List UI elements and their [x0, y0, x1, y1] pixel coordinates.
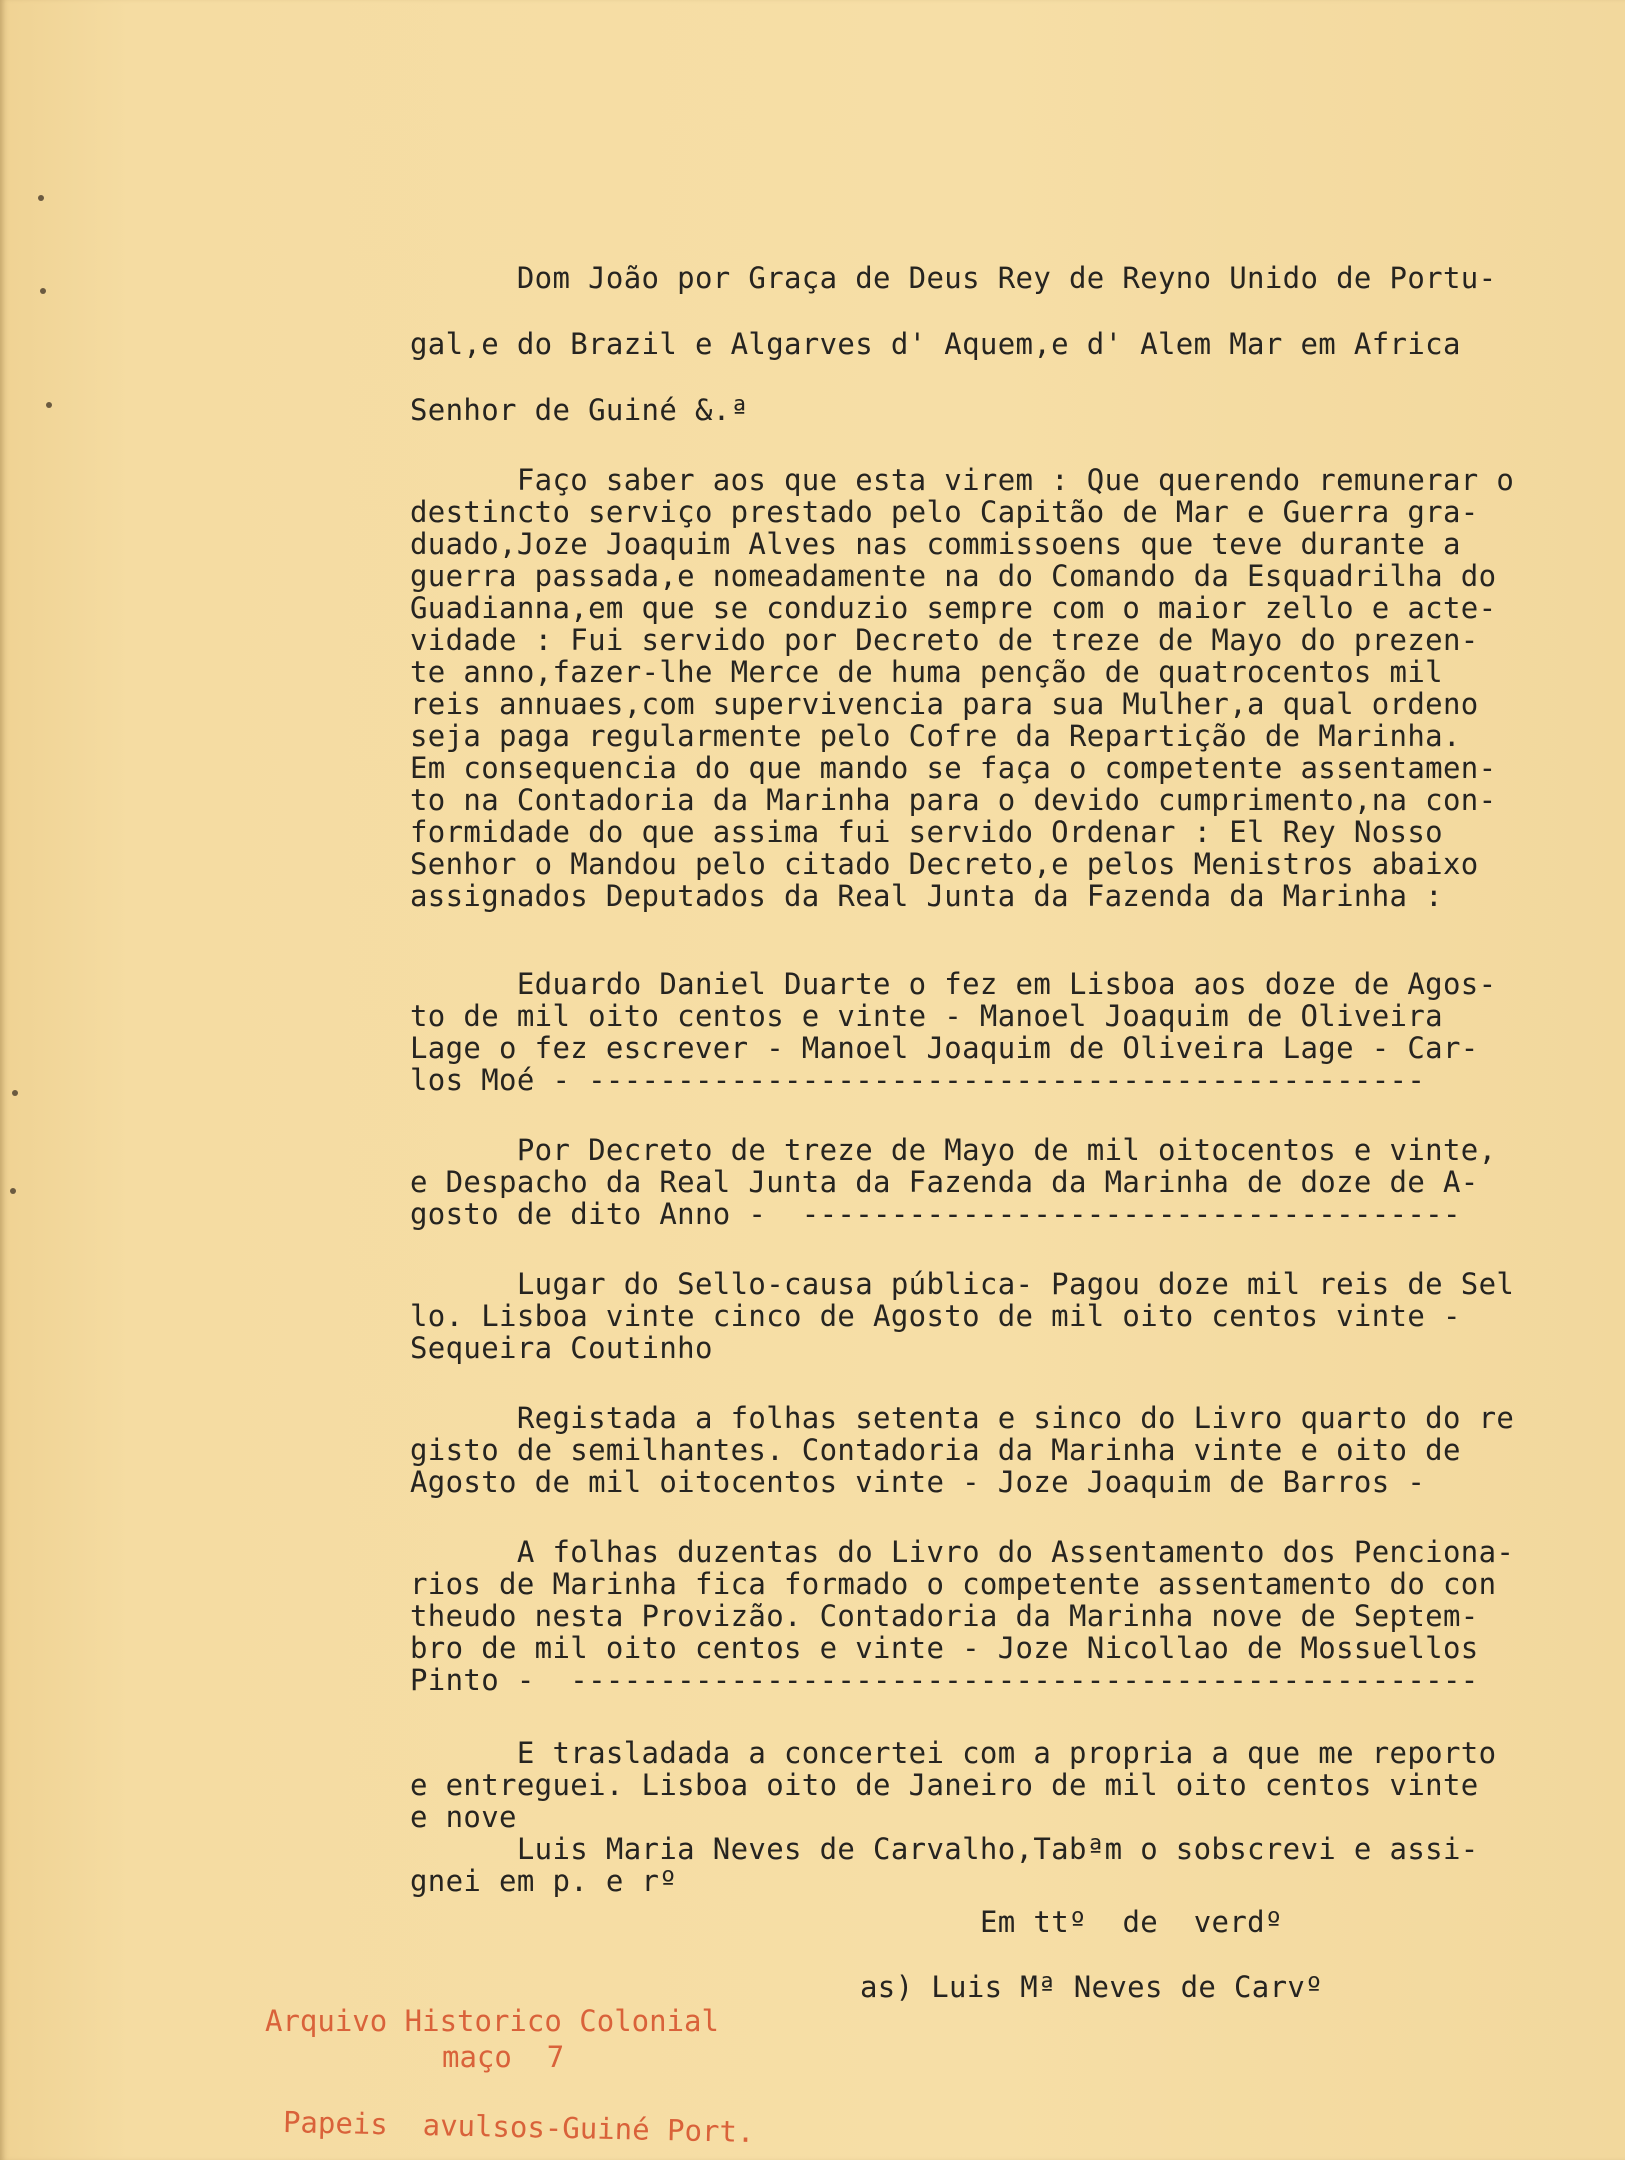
- text-line: vidade : Fui servido por Decreto de treze de Mayo do prezen-: [410, 623, 1479, 657]
- text-line: formidade do que assima fui servido Ordenar : El Rey Nosso: [410, 815, 1443, 849]
- text-line: Lage o fez escrever - Manoel Joaquim de Oliveira Lage - Car-: [410, 1031, 1479, 1065]
- seal-paragraph: [410, 1268, 1620, 1364]
- text-line: te anno,fazer-lhe Merce de huma penção de quatrocentos mil: [410, 655, 1443, 689]
- document-header: [410, 245, 1620, 443]
- text-line: assignados Deputados da Real Junta da Fazenda da Marinha :: [410, 879, 1443, 913]
- text-line: duado,Joze Joaquim Alves nas commissoens que teve durante a: [410, 527, 1461, 561]
- text-line: destincto serviço prestado pelo Capitão de Mar e Guerra gra-: [410, 495, 1479, 529]
- text-line: Luis Maria Neves de Carvalho,Tabªm o sobscrevi e assi-: [410, 1832, 1479, 1866]
- text-line: theudo nesta Provizão. Contadoria da Marinha nove de Septem-: [410, 1599, 1479, 1633]
- text-line: reis annuaes,com supervivencia para sua Mulher,a qual ordeno: [410, 687, 1479, 721]
- text-line: gisto de semilhantes. Contadoria da Marinha vinte e oito de: [410, 1433, 1461, 1467]
- text-line: e entreguei. Lisboa oito de Janeiro de mil oito centos vinte: [410, 1768, 1479, 1802]
- text-line: gnei em p. e rº: [410, 1864, 678, 1898]
- text-line: lo. Lisboa vinte cinco de Agosto de mil oito centos vinte -: [410, 1299, 1461, 1333]
- text-line: e nove: [410, 1800, 517, 1834]
- archive-stamp-maco: maço 7: [442, 2040, 565, 2074]
- text-line: Senhor o Mandou pelo citado Decreto,e pelos Menistros abaixo: [410, 847, 1479, 881]
- scan-edge: [1625, 0, 1643, 2160]
- punch-mark: [46, 402, 52, 408]
- text-line: Agosto de mil oitocentos vinte - Joze Joaquim de Barros -: [410, 1465, 1426, 1499]
- text-line: Registada a folhas setenta e sinco do Livro quarto do re: [410, 1401, 1515, 1435]
- text-line: A folhas duzentas do Livro do Assentamento dos Penciona-: [410, 1535, 1515, 1569]
- text-line: Sequeira Coutinho: [410, 1331, 713, 1365]
- punch-mark: [10, 1188, 16, 1194]
- punch-mark: [38, 195, 44, 201]
- text-line: E trasladada a concertei com a propria a que me reporto: [410, 1736, 1497, 1770]
- header-line: Dom João por Graça de Deus Rey de Reyno Unido de Portu-: [410, 261, 1497, 295]
- header-line: Senhor de Guiné &.ª: [410, 393, 749, 427]
- punch-mark: [40, 288, 46, 294]
- text-line: Lugar do Sello-causa pública- Pagou doze mil reis de Sel: [410, 1267, 1515, 1301]
- certification-paragraph: [410, 1737, 1620, 1897]
- decree-paragraph: [410, 464, 1620, 912]
- text-line: seja paga regularmente pelo Cofre da Repartição de Marinha.: [410, 719, 1461, 753]
- text-line: guerra passada,e nomeadamente na do Comando da Esquadrilha do: [410, 559, 1497, 593]
- text-line: Guadianna,em que se conduzio sempre com o maior zello e acte-: [410, 591, 1497, 625]
- punch-mark: [12, 1090, 18, 1096]
- header-line: gal,e do Brazil e Algarves d' Aquem,e d' Alem Mar em Africa: [410, 327, 1461, 361]
- archive-stamp-title: Arquivo Historico Colonial: [265, 2004, 719, 2038]
- text-line: Eduardo Daniel Duarte o fez em Lisboa aos doze de Agos-: [410, 967, 1497, 1001]
- registry-paragraph: [410, 1402, 1620, 1498]
- text-line: Pinto - ---------------------------------------------------: [410, 1663, 1479, 1697]
- closing-signature: [860, 1970, 1600, 2004]
- text-line: Em ttº de verdº: [980, 1905, 1283, 1939]
- archive-stamp-papers: Papeis avulsos-Guiné Port.: [282, 2105, 755, 2149]
- text-line: los Moé - -----------------------------------------------: [410, 1063, 1426, 1097]
- text-line: to na Contadoria da Marinha para o devido cumprimento,na con-: [410, 783, 1497, 817]
- text-line: e Despacho da Real Junta da Fazenda da Marinha de doze de A-: [410, 1165, 1479, 1199]
- text-line: bro de mil oito centos e vinte - Joze Nicollao de Mossuellos: [410, 1631, 1479, 1665]
- text-line: Em consequencia do que mando se faça o competente assentamen-: [410, 751, 1497, 785]
- text-line: to de mil oito centos e vinte - Manoel Joaquim de Oliveira: [410, 999, 1443, 1033]
- closing-verification: [980, 1905, 1600, 1939]
- text-line: gosto de dito Anno - -------------------------------------: [410, 1197, 1461, 1231]
- decree-reference-paragraph: [410, 1134, 1620, 1230]
- scribe-paragraph: [410, 968, 1620, 1096]
- text-line: Faço saber aos que esta virem : Que querendo remunerar o: [410, 463, 1515, 497]
- text-line: rios de Marinha fica formado o competente assentamento do con: [410, 1567, 1497, 1601]
- text-line: Por Decreto de treze de Mayo de mil oitocentos e vinte,: [410, 1133, 1497, 1167]
- assentamento-paragraph: [410, 1536, 1620, 1696]
- text-line: as) Luis Mª Neves de Carvº: [860, 1970, 1324, 2004]
